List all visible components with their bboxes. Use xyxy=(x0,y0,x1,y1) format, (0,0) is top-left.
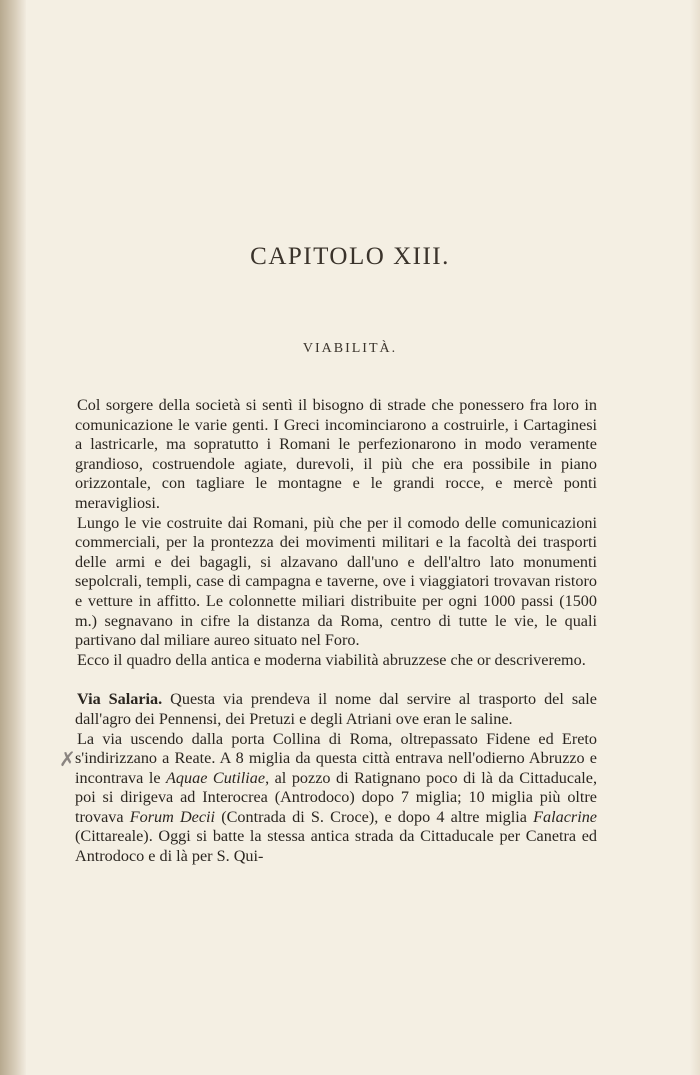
chapter-title: CAPITOLO XIII. xyxy=(250,243,450,270)
salaria-text-2d: (Cittareale). Oggi si batte la stessa antica strada da Cittaducale per Canetra ed Antrodoco e di là per S. Qui- xyxy=(75,827,597,866)
page-gutter xyxy=(0,0,26,1075)
page-edge xyxy=(690,0,700,1075)
salaria-text-2c: (Contrada di S. Croce), e dopo 4 altre miglia xyxy=(215,807,534,826)
place-forum-decii: Forum Decii xyxy=(129,807,216,826)
section-title: VIABILITÀ. xyxy=(302,341,398,356)
paragraph-3: Ecco il quadro della antica e moderna viabilità abruzzese che or descriveremo. xyxy=(77,650,586,669)
salaria-text-2b: , al pozzo di Ratignano poco di là da Cittaducale, poi si dirigeva ad Interocrea (Antrodoco) dopo 7 miglia; 10 miglia più oltre trovava xyxy=(75,768,597,826)
salaria-heading: Via Salaria. xyxy=(77,690,163,709)
place-aquae-cutiliae: Aquae Cutiliae xyxy=(166,768,266,787)
margin-check-mark-icon: ✗ xyxy=(59,747,76,771)
salaria-text-1: Questa via prendeva il nome dal servire al trasporto del sale dall'agro dei Pennensi, dei Pretuzi e degli Atriani ove eran le saline. xyxy=(75,690,597,728)
body-text xyxy=(75,396,597,867)
salaria-text-2a: La via uscendo dalla porta Collina di Roma, oltrepassato Fidene ed Ereto s'indirizzano a Reate. A 8 miglia da questa città entrava nell'odierno Abruzzo e incontrava le xyxy=(75,729,597,787)
salaria-paragraph-1 xyxy=(75,690,597,729)
paragraph-2: Lungo le vie costruite dai Romani, più che per il comodo delle comunicazioni commerciali, per la prontezza dei movimenti militari e la facoltà dei trasporti delle armi e dei bagagli, si alzavano dall'uno e dell'altro lato monumenti sepolcrali, templi, case di campagna e taverne, ove i viaggiatori trovavan ristoro e vetture in affitto. Le colonnette miliari distribuite per ogni 1000 passi (1500 m.) segnavano in cifre la distanza da Roma, centro di tutte le vie, le quali partivano dal miliare aureo situato nel Foro. xyxy=(75,513,597,650)
paragraph-1: Col sorgere della società si sentì il bisogno di strade che ponessero fra loro in comunicazione le varie genti. I Greci incominciarono a costruirle, i Cartaginesi a lastricarle, ma sopratutto i Romani le perfezionarono in modo veramente grandioso, costruendole agiate, durevoli, il più che era possibile in piano orizzontale, con tagliare le montagne e le grandi rocce, e mercè ponti meravigliosi. xyxy=(75,396,597,512)
place-falacrine: Falacrine xyxy=(533,807,597,826)
salaria-paragraph-2 xyxy=(75,730,597,867)
